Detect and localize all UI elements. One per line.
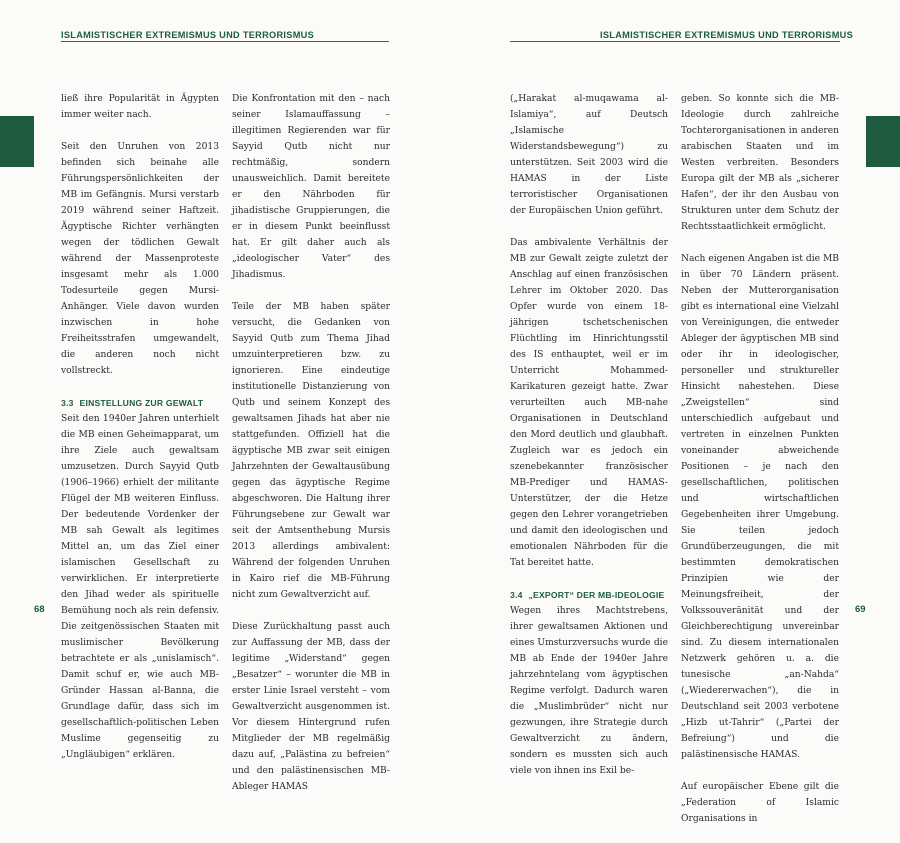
section-title: „EXPORT“ DER MB-IDEOLOGIE — [528, 590, 665, 600]
header-rule-right — [510, 41, 840, 42]
paragraph: Wegen ihres Machtstrebens, ihrer gewaltsamen Aktionen und eines Umsturzversuchs wurde die MB ab Ende der 1940er Jahre jahrzehntelang vom ägyptischen Regime verfolgt. Dadurch waren die „Muslimbrüder“ nicht nur gezwungen, ihre Strategie durch Gewaltverzicht zu ändern, sondern es mussten sich auch viele von ihnen ins Exil be- — [510, 606, 668, 776]
section-title: EINSTELLUNG ZUR GEWALT — [79, 398, 204, 408]
chapter-tab-right — [866, 116, 900, 167]
text-column-2 — [232, 91, 390, 811]
paragraph: Auf europäischer Ebene gilt die „Federation of Islamic Organisations in — [681, 782, 839, 824]
left-page — [0, 0, 450, 792]
page-number-right: 69 — [855, 604, 866, 615]
running-header-right: ISLAMISTISCHER EXTREMISMUS UND TERRORISMUS — [600, 30, 854, 40]
section-heading-3-4 — [510, 587, 668, 603]
paragraph: Diese Zurückhaltung passt auch zur Auffassung der MB, dass der legitime „Widerstand“ gegen „Besatzer“ – worunter die MB in erster Linie Israel versteht – vom Gewaltverzicht ausgenommen ist. Vor diesem Hintergrund rufen Mitglieder der MB regelmäßig dazu auf, „Palästina zu befreien“ und den palästinensischen MB-Ableger HAMAS — [232, 622, 390, 792]
text-column-4 — [681, 91, 839, 843]
running-header-left: ISLAMISTISCHER EXTREMISMUS UND TERRORISMUS — [61, 30, 315, 40]
paragraph: Seit den 1940er Jahren unterhielt die MB einen Geheimapparat, um ihre Ziele auch gewaltsam umzusetzen. Durch Sayyid Qutb (1906–1966) erhielt der militante Flügel der MB weiteren Einfluss. Der bedeutende Vordenker der MB sah Gewalt als legitimes Mittel an, um das Ziel einer islamischen Gesellschaft zu verwirklichen. Er interpretierte den Jihad weder als spirituelle Bemühung noch als rein defensiv. Die zeitgenössischen Staaten mit muslimischer Bevölkerung betrachtete er als „unislamisch“. Damit schuf er, wie auch MB-Gründer Hassan al-Banna, die Grundlage dafür, dass sich im gesellschaftlich-politischen Leben Muslime gegenseitig zu „Ungläubigen“ erklären. — [61, 414, 219, 760]
paragraph: Nach eigenen Angaben ist die MB in über 70 Ländern präsent. Neben der Mutterorganisation gibt es international eine Vielzahl von Vereinigungen, die entweder Ableger der ägyptischen MB sind oder ihr in ideologischer, personeller und struktureller Hinsicht nahestehen. Diese „Zweigstellen“ sind unterschiedlich aufgebaut und vertreten in einzelnen Punkten voneinander abweichende Positionen – je nach den gesellschaftlichen, politischen und wirtschaftlichen Gegebenheiten ihrer Umgebung. Sie teilen jedoch Grundüberzeugungen, die mit bestimmten demokratischen Prinzipien wie der Meinungsfreiheit, der Volkssouveränität und der Gleichberechtigung unvereinbar sind. Zu diesem internationalen Netzwerk gehören u. a. die tunesische „an-Nahda“ („Wiedererwachen“), die in Deutschland seit 2003 verbotene „Hizb ut-Tahrir“ („Partei der Befreiung“) und die palästinensische HAMAS. — [681, 254, 839, 760]
text-column-3 — [510, 91, 668, 795]
section-number: 3.3 — [61, 398, 74, 408]
section-heading-3-3 — [61, 395, 219, 411]
paragraph: („Harakat al-muqawama al-Islamiya“, auf Deutsch „Islamische Widerstandsbewegung“) zu unterstützen. Seit 2003 wird die HAMAS in der Liste terroristischer Organisationen der Europäischen Union geführt. — [510, 94, 668, 216]
header-rule-left — [61, 41, 389, 42]
paragraph: ließ ihre Popularität in Ägypten immer weiter nach. — [61, 94, 219, 120]
right-page — [450, 0, 900, 824]
chapter-tab-left — [0, 116, 34, 167]
paragraph: Teile der MB haben später versucht, die Gedanken von Sayyid Qutb zum Thema Jihad umzuinterpretieren bzw. zu ignorieren. Eine eindeutige institutionelle Distanzierung von Qutb und seinem Konzept des gewaltsamen Jihads hat aber nie stattgefunden. Offiziell hat die ägyptische MB zwar seit einigen Jahrzehnten der Gewaltausübung gegen das ägyptische Regime abgeschworen. Die Haltung ihrer Führungsebene zur Gewalt war seit der Amtsenthebung Mursis 2013 allerdings ambivalent: Während der folgenden Unruhen in Kairo rief die MB-Führung nicht zum Gewaltverzicht auf. — [232, 302, 390, 600]
paragraph: geben. So konnte sich die MB-Ideologie durch zahlreiche Tochterorganisationen in anderen arabischen Staaten und im Westen verbreiten. Besonders Europa gilt der MB als „sicherer Hafen“, der ihr den Ausbau von Strukturen unter dem Schutz der Rechtsstaatlichkeit ermöglicht. — [681, 94, 839, 232]
paragraph: Seit den Unruhen von 2013 befinden sich beinahe alle Führungspersönlichkeiten der MB im Gefängnis. Mursi verstarb 2019 während seiner Haftzeit. Ägyptische Richter verhängten wegen der tödlichen Gewalt während der Massenproteste insgesamt mehr als 1.000 Todesurteile gegen Mursi-Anhänger. Viele davon wurden inzwischen in hohe Freiheitsstrafen umgewandelt, die anderen noch nicht vollstreckt. — [61, 142, 219, 376]
section-number: 3.4 — [510, 590, 523, 600]
paragraph: Die Konfrontation mit den – nach seiner Islamauffassung – illegitimen Regierenden war für Sayyid Qutb nicht nur rechtmäßig, sondern unausweichlich. Damit bereitete er den Nährboden für jihadistische Gruppierungen, die er in diesem Punkt beeinflusst hat. Er gilt daher auch als „ideologischer Vater“ des Jihadismus. — [232, 94, 390, 280]
page-number-left: 68 — [34, 604, 45, 615]
text-column-1 — [61, 91, 219, 779]
paragraph: Das ambivalente Verhältnis der MB zur Gewalt zeigte zuletzt der Anschlag auf einen französischen Lehrer im Oktober 2020. Das Opfer wurde von einem 18-jährigen tschetschenischen Flüchtling im Hinrichtungsstil des IS enthauptet, weil er im Unterricht Mohammed-Karikaturen gezeigt hatte. Zwar verurteilten auch MB-nahe Organisationen in Deutschland den Mord deutlich und glaubhaft. Zugleich war es jedoch ein szenebekannter französischer MB-Prediger und HAMAS-Unterstützer, der die Hetze gegen den Lehrer vorangetrieben und damit den ideologischen und emotionalen Nährboden für die Tat bereitet hatte. — [510, 238, 668, 568]
